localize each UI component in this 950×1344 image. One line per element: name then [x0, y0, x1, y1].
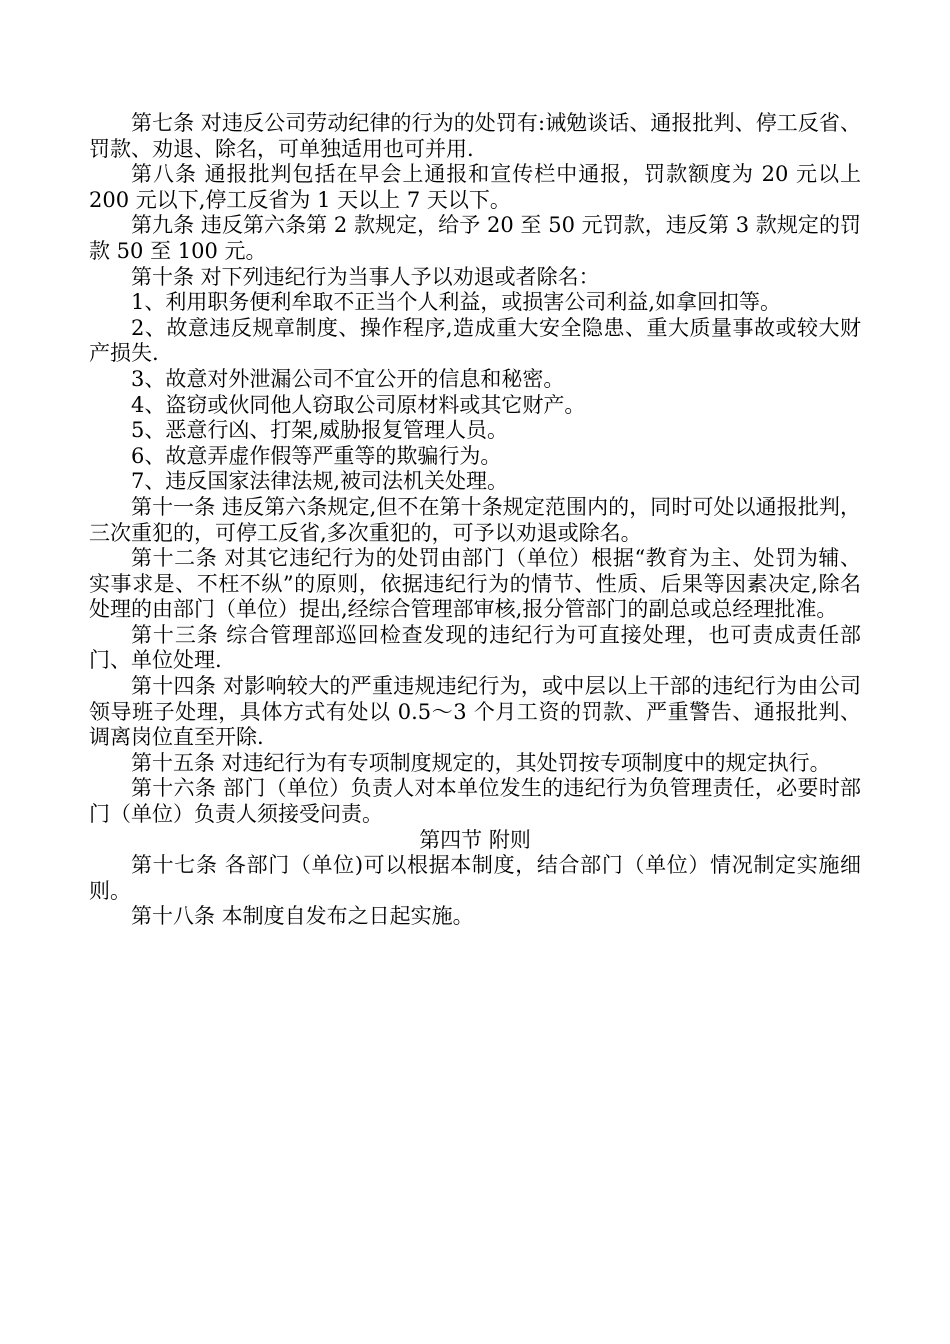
article-14: 第十四条 对影响较大的严重违规违纪行为，或中层以上干部的违纪行为由公司领导班子处理，具体方式有处以 0.5～3 个月工资的罚款、严重警告、通报批判、调离岗位直至开除.	[89, 674, 861, 750]
article-10-item-1: 1、利用职务便利牟取不正当个人利益，或损害公司利益,如拿回扣等。	[131, 290, 782, 315]
document-body	[89, 111, 861, 930]
article-10-item-5: 5、恶意行凶、打架,威胁报复管理人员。	[131, 418, 509, 443]
article-10-item-3: 3、故意对外泄漏公司不宜公开的信息和秘密。	[131, 366, 565, 391]
article-10-item-4: 4、盗窃或伙同他人窃取公司原材料或其它财产。	[131, 392, 586, 417]
section-heading: 第四节 附则	[419, 827, 531, 852]
article-10-item-6: 6、故意弄虚作假等严重等的欺骗行为。	[131, 443, 502, 468]
article-15: 第十五条 对违纪行为有专项制度规定的，其处罚按专项制度中的规定执行。	[131, 750, 831, 775]
article-8: 第八条 通报批判包括在早会上通报和宣传栏中通报，罚款额度为 20 元以上 200 元以下,停工反省为 1 天以上 7 天以下。	[89, 162, 861, 212]
article-7: 第七条 对违反公司劳动纪律的行为的处罚有:诫勉谈话、通报批判、停工反省、罚款、劝退、除名，可单独适用也可并用.	[89, 111, 861, 161]
article-13: 第十三条 综合管理部巡回检查发现的违纪行为可直接处理，也可责成责任部门、单位处理.	[89, 622, 861, 673]
article-9: 第九条 违反第六条第 2 款规定，给予 20 至 50 元罚款，违反第 3 款规定的罚款 50 至 100 元。	[89, 213, 861, 263]
article-10-item-2: 2、故意违反规章制度、操作程序,造成重大安全隐患、重大质量事故或较大财产损失.	[89, 315, 861, 366]
article-10: 第十条 对下列违纪行为当事人予以劝退或者除名：	[131, 264, 600, 289]
article-10-item-7: 7、违反国家法律法规,被司法机关处理。	[131, 469, 509, 494]
article-18: 第十八条 本制度自发布之日起实施。	[131, 904, 474, 929]
article-17: 第十七条 各部门（单位)可以根据本制度，结合部门（单位）情况制定实施细则。	[89, 853, 861, 903]
article-11: 第十一条 违反第六条规定,但不在第十条规定范围内的，同时可处以通报批判，三次重犯的，可停工反省,多次重犯的，可予以劝退或除名。	[89, 494, 861, 545]
article-12: 第十二条 对其它违纪行为的处罚由部门（单位）根据“教育为主、处罚为辅、实事求是、不枉不纵”的原则，依据违纪行为的情节、性质、后果等因素决定,除名处理的由部门（单位）提出,经综合管理部审核,报分管部门的副总或总经理批准。	[89, 546, 861, 622]
article-16: 第十六条 部门（单位）负责人对本单位发生的违纪行为负管理责任，必要时部门（单位）负责人须接受问责。	[89, 776, 861, 827]
